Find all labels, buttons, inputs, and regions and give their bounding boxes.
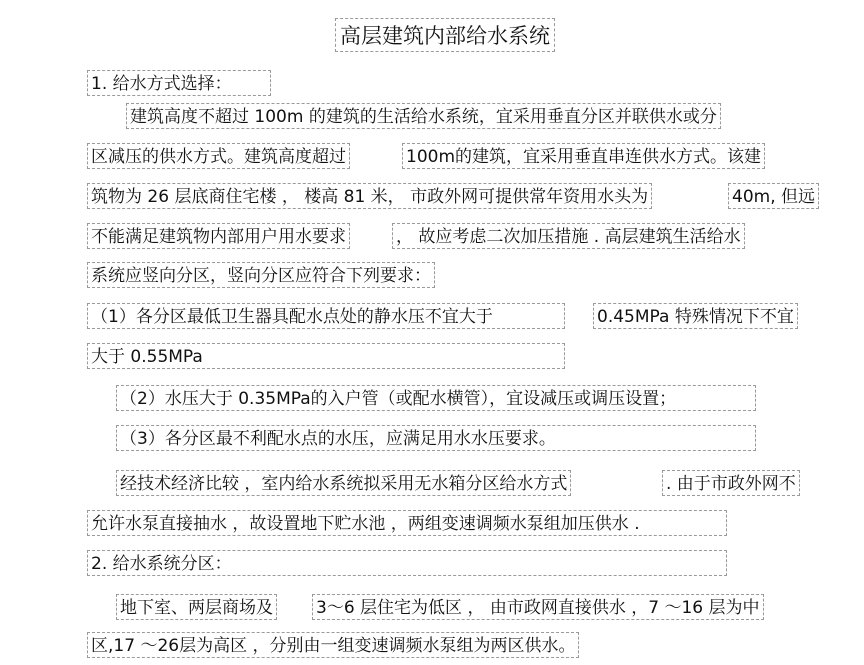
requirement-1-line-2: 大于 0.55MPa: [87, 343, 565, 369]
requirement-3: （3）各分区最不利配水点的水压，应满足用水水压要求。: [116, 425, 756, 451]
paragraph-1-line-2a: 区减压的供水方式。建筑高度超过: [87, 143, 350, 169]
paragraph-1-line-4b: ， 故应考虑二次加压措施 . 高层建筑生活给水: [392, 223, 745, 249]
section-2-heading: 2. 给水系统分区：: [87, 550, 727, 576]
paragraph-2-line-2: 允许水泵直接抽水 ，故设置地下贮水池 ，两组变速调频水泵组加压供水 .: [87, 510, 727, 536]
paragraph-3-line-2: 区,17 ～26层为高区 ，分别由一组变速调频水泵组为两区供水。: [87, 632, 579, 658]
paragraph-2-line-1a: 经技术经济比较 ，室内给水系统拟采用无水箱分区给水方式: [116, 470, 571, 496]
requirement-1-line-1b: 0.45MPa 特殊情况下不宜: [593, 303, 798, 329]
paragraph-1-line-2b: 100m的建筑，宜采用垂直串连供水方式。该建: [402, 143, 765, 169]
paragraph-2-line-1b: . 由于市政外网不: [662, 470, 800, 496]
document-title: 高层建筑内部给水系统: [335, 18, 555, 52]
requirement-2: （2）水压大于 0.35MPa的入户管（或配水横管），宜设减压或调压设置；: [116, 385, 756, 411]
paragraph-1-line-4a: 不能满足建筑物内部用户用水要求: [87, 223, 350, 249]
paragraph-3-line-1b: 3～6 层住宅为低区 ， 由市政网直接供水 ，7 ～16 层为中: [312, 594, 764, 620]
requirement-1-line-1a: （1）各分区最低卫生器具配水点处的静水压不宜大于: [87, 303, 565, 329]
paragraph-1-line-3a: 筑物为 26 层底商住宅楼 ， 楼高 81 米， 市政外网可提供常年资用水头为: [87, 183, 652, 209]
paragraph-3-line-1a: 地下室、两层商场及: [116, 594, 277, 620]
paragraph-1-line-1: 建筑高度不超过 100m 的建筑的生活给水系统，宜采用垂直分区并联供水或分: [126, 103, 721, 129]
paragraph-1-line-3b: 40m, 但远: [728, 183, 819, 209]
paragraph-1-line-5: 系统应竖向分区，竖向分区应符合下列要求：: [87, 262, 435, 288]
section-1-heading: 1. 给水方式选择：: [87, 70, 271, 96]
